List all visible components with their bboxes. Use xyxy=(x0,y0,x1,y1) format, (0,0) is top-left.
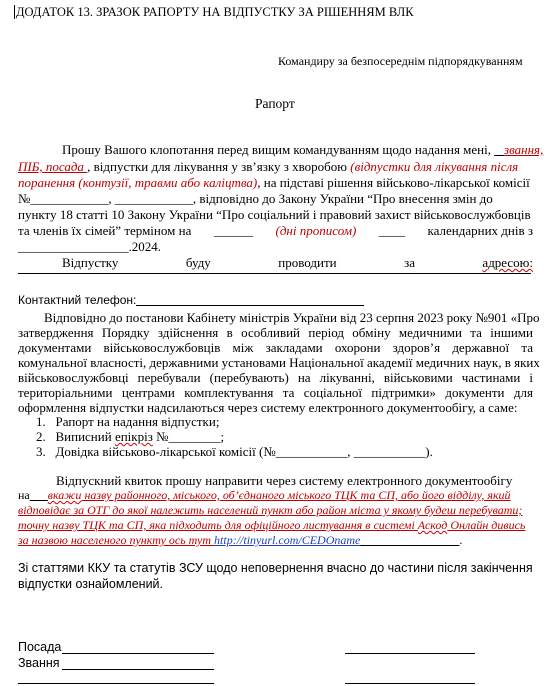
p2-line-3: документами військовослужбовців між закладами охорони здоров’я державної та xyxy=(18,340,533,355)
date-line[interactable] xyxy=(345,683,475,684)
p3-line-4: точну назву ТЦК та СП, яка підходить для офіційного листування в системі Аскод Онлайн дивись xyxy=(18,518,526,532)
p1-line-6: та членів їх сімей” терміном на ______ (дні прописом) ____ календарних днів з xyxy=(18,223,533,238)
p2-line-4: комунальної власності, державними установами Національної академії медичних наук, в яких xyxy=(18,355,540,370)
p3-line-5: за назвою населеного пункту ось тут http://tinyurl.com/CEDОname ________________. xyxy=(18,533,463,547)
address-line[interactable] xyxy=(18,273,531,274)
p2-line-5: військовослужбовці перебували (перебувають) на лікуванні, військовими частинами і xyxy=(18,370,533,385)
name-line[interactable] xyxy=(18,683,214,684)
addressee: Командиру за безпосереднім підпорядкуванням xyxy=(278,54,523,68)
rank-line[interactable] xyxy=(62,669,214,670)
position-label: Посада xyxy=(18,640,62,654)
list-item: 3. Довідка військово-лікарської комісії (№___________, ___________). xyxy=(36,444,433,459)
link[interactable]: http://tinyurl.com/CEDОname xyxy=(214,533,361,547)
contact-phone-label: Контактний телефон: xyxy=(18,293,137,307)
report-title: Рапорт xyxy=(255,96,295,111)
p2-line-7: оформлення відпустки надсилаються через систему електронного документообігу, а саме: xyxy=(18,400,518,415)
statute-line-1: Зі статтями ККУ та статутів ЗСУ щодо неповернення вчасно до частини після закінчення xyxy=(18,561,533,575)
p2-line-6: територіальними центрами комплектування та соціальної підтримки» документи для xyxy=(18,385,533,400)
p1-line-5: пункту 18 статті 10 Закону України “Про соціальний і правовий захист військовослужбовців xyxy=(18,207,531,222)
contact-phone-line[interactable] xyxy=(136,305,364,306)
p3-line-2: на___вкажи назву районного, міського, об’єднаного міського ТЦК та СП, або його відділу, який xyxy=(18,488,511,502)
statute-line-2: відпустки ознайомлений. xyxy=(18,577,164,591)
p2-line-2: затвердження Порядку здійснення в особливий період обміну медичними та іншими xyxy=(18,325,533,340)
p1-line-4: №____________, ____________, відповідно до Закону України “Про внесення змін до xyxy=(18,191,493,206)
document-header: ДОДАТОК 13. ЗРАЗОК РАПОРТУ НА ВІДПУСТКУ ЗА РІШЕННЯМ ВЛК xyxy=(16,5,414,19)
position-line[interactable] xyxy=(62,653,214,654)
signature-line[interactable] xyxy=(345,653,475,654)
p2-line-1: Відповідно до постанови Кабінету міністрів України від 23 серпня 2023 року №901 «Про xyxy=(44,310,540,325)
p1-line-2: ПІБ, посада , відпустки для лікування у зв’язку з хворобою (відпустки для лікування після xyxy=(18,159,519,174)
p1-line-1: Прошу Вашого клопотання перед вищим командуванням щодо надання мені, звання, xyxy=(62,142,544,157)
p1-line-7: _________________.2024. xyxy=(18,239,161,254)
rank-label: Звання xyxy=(18,656,60,670)
p1-line-8: Відпустку буду проводити за адресою: xyxy=(62,255,533,270)
p3-line-3: відповідає за ОТГ до якої належить населений пункт або район міста у якому будеш перебувати; xyxy=(18,503,523,517)
list-item: 1. Рапорт на надання відпустки; xyxy=(36,414,220,429)
list-item: 2. Виписний епікріз №________; xyxy=(36,429,225,444)
p1-line-3: поранення (контузії, травми або каліцтва), на підставі рішення військово-лікарської комісії xyxy=(18,175,530,190)
p3-line-1: Відпускний квиток прошу направити через систему електронного документообігу xyxy=(56,473,513,488)
